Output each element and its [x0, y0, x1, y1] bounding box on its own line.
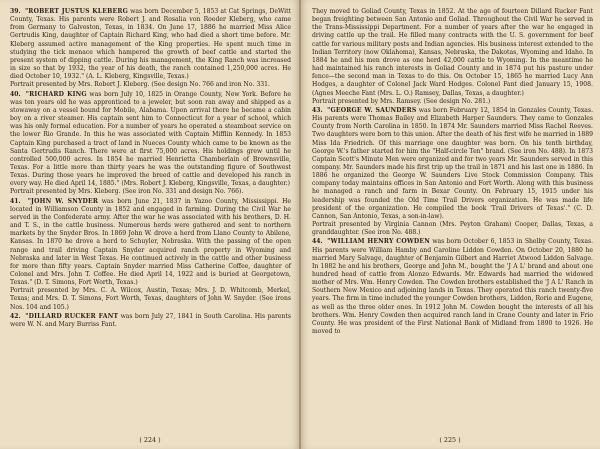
biography-entry: [10, 313, 291, 329]
continuation-text: They moved to Goliad County, Texas in 1852. At the age of fourteen Dillard Rucker Fant began freighting between San Antonio and Goliad. Throughout the Civil War he served in the Trans-Mississippi Department. For a number of years after the war he engaged in driving cattle up the trail. He filled many contracts with the U. S. government for beef cattle for various military posts and Indian agencies. His business interest extended to the Indian Territory (now Oklahoma), Kansas, Nebraska, the Dakotas, Wyoming and Idaho. In 1884 he and his men drove as one herd 42,000 cattle to Wyoming. In the meantime he had maintained his ranch interests in Goliad County and in 1874 put his pasture under fence—the second man in Texas to do this. On October 15, 1865 he married Lucy Ann Hodges, a daughter of Colonel Jack Ward Hodges. Colonel Fant died January 15, 1908. (Agnes Meeche Fant (Mrs. L. O.) Ramsey, Dallas, Texas, a daughter.): [312, 8, 593, 97]
entry-body: was born February 12, 1854 in Gonzales County, Texas. His parents were Thomas Bailey and Elizabeth Harper Saunders. They came to Gonzales County from North Carolina in 1850. In 1874 Mr. Saunders married Miss Rachel Reeves. Two daughters were born to this union. After the death of his first wife he married in 1889 Miss Ida Friedrich. Of this marriage one daughter was born. On his tenth birthday, George W.'s father started for him the "Half-circle Ten" brand. (See iron No. 488). In 1873 Captain Scott's Minute Men were organized and for two years Mr. Saunders served in this company. Mr. Saunders made his first trip up the trail in 1871 and his last one in 1886. In 1886 he organized the George W. Saunders Live Stock Commission Company. This company today maintains offices in San Antonio and Fort Worth. Along with this business he managed a ranch and farm in Bexar County. On February 15, 1915 under his leadership was founded the Old Time Trail Drivers organization. He was made life president of the organization. He compiled the book 'Trail Drivers of Texas'." (C. D. Cannon, San Antonio, Texas, a son-in-law).: [312, 106, 594, 220]
entry-paragraph: [10, 198, 291, 288]
biography-entry: [10, 8, 291, 90]
biography-entry: [10, 91, 291, 197]
entry-number: 39.: [10, 8, 21, 15]
biography-entry: [10, 198, 291, 312]
entry-name: "RICHARD KING: [25, 90, 87, 98]
entry-body: was born June 21, 1837 in Yazoo County, Mississippi. He located in Williamson County in 1852 and engaged in farming. During the Civil War he served in the Confederate army. After the war he was associated with his brothers, D. H. and T. S., in the cattle business. Numerous herds were gathered and sent to northern markets by the Snyder Bros. In 1869 John W. drove a herd from Llano County to Abilene, Kansas. In 1870 he drove a herd to Schuyler, Nebraska. With the passing of the open range and trail driving Captain Snyder acquired ranch property in Wyoming and Nebraska and later in West Texas. He continued actively in the cattle and other business for more than fifty years. Captain Snyder married Miss Catherine Coffee, daughter of Colonel and Mrs. John T. Coffee. He died April 14, 1922 and is buried at Georgetown, Texas." (D. T. Simons, Fort Worth, Texas.): [10, 197, 292, 287]
entry-number: 43.: [312, 106, 323, 114]
portrait-credit: Portrait presented by Mrs. Robert J. Kleberg. (See design No. 766 and iron No. 331.: [10, 81, 270, 89]
biography-entry: [312, 107, 593, 238]
right-page: [300, 0, 600, 449]
entry-paragraph: [10, 313, 291, 329]
right-page-number: ( 225 ): [439, 435, 461, 444]
left-page-number: ( 224 ): [139, 435, 161, 444]
portrait-credit: Portrait presented by Mrs. C. A. Wilcox, Austin, Texas; Mrs. J. D. Whitcomb, Merkel, Texas; and Mrs. D. T. Simons, Fort Worth, Texas, daughters of John W. Snyder. (See irons Nos. 104 and 105.): [10, 287, 291, 311]
continuation-entry: [312, 8, 593, 106]
entry-body: was born July 10, 1825 in Orange County, New York. Before he was ten years old he was apprenticed to a jeweler, but soon ran away and shipped as a stowaway on a vessel bound for Mobile, Alabama. Upon arrival there he became a cabin boy on a river steamer. His captain sent him to Connecticut for a year of school, which was his only formal education. For a number of years he operated a steamboat service on the lower Rio Grande. In this he was associated with Captain Mifflin Kennedy. In 1853 Captain King purchased a tract of land in Nueces County which came to be known as the Santa Gertrudis Ranch. There were at first 75,000 acres. His holdings grew until he controlled 500,000 acres. In 1854 he married Henrietta Chamberlain of Brownsville, Texas. For a little more than thirty years he was the outstanding figure of Southwest Texas. During those years he improved the breed of cattle and developed his ranch in every way. He died April 14, 1885." (Mrs. Robert J. Kleberg, Kingsville, Texas, a daughter.): [10, 90, 292, 188]
entry-name: "ROBERT JUSTUS KLEBERG: [24, 8, 128, 15]
biography-entry: [312, 238, 593, 336]
entry-number: 42.: [10, 312, 21, 320]
entry-name: "DILLARD RUCKER FANT: [25, 312, 119, 320]
entry-number: 44.: [312, 238, 323, 246]
entry-paragraph: [312, 238, 593, 336]
continuation-portrait: Portrait presented by Mrs. Ramsey. (See design No. 281.): [312, 97, 491, 105]
entry-number: 40.: [10, 90, 21, 98]
right-entries: [312, 107, 593, 336]
portrait-credit: Portrait presented by Virginia Cannon (Mrs. Peyton Graham) Cooper, Dallas, Texas, a granddaughter. (See iron No. 488.): [312, 221, 593, 237]
entry-name: "WILLIAM HENRY COWDEN: [327, 238, 430, 246]
entry-paragraph: [312, 107, 593, 221]
entry-paragraph: [10, 8, 291, 81]
entry-name: "GEORGE W. SAUNDERS: [327, 106, 417, 114]
entry-number: 41.: [10, 197, 21, 205]
entry-name: "JOHN W. SNYDER: [27, 197, 99, 205]
entry-body: was born July 27, 1841 in South Carolina. His parents were W. N. and Mary Burriss Fant.: [10, 312, 292, 328]
entry-body: was born December 5, 1853 at Cat Springs, DeWitt County, Texas. His parents were Robert J. and Rosalia von Roeder Kleberg, who came from Germany to Galveston, Texas, in 1834. On June 17, 1886 he married Miss Alice Gertrudis King, daughter of Captain Richard King, who had died a short time before. Mr. Kleberg assumed active management of the King properties. He spent much time in studying the tick menace which hampered the growth of beef cattle and started the present system of dipping cattle. During his management, the King Ranch was increased in size so that by 1932, the year of his death, the ranch contained 1,250,000 acres. He died October 10, 1932." (A. L. Kleberg, Kingsville, Texas.): [10, 8, 292, 81]
left-entries: [10, 8, 291, 329]
entry-paragraph: [10, 91, 291, 189]
portrait-credit: Portrait presented by Mrs. Kleberg. (See iron No. 331 and design No. 766).: [10, 188, 244, 196]
book-gutter: [299, 0, 301, 449]
entry-body: was born October 6, 1853 in Shelby County, Texas. His parents were William Hamby and Caroline Liddon Cowden. On October 20, 1880 he married Mary Salvage, daughter of Benjamin Gilbert and Harriet Atwood Liddon Salvage. In 1882 he and his brothers, George and John M., bought the 'J A L' brand and about one hundred head of cattle from Alonzo Edwards. Mr. Edwards had married the widowed mother of Mrs. Wm. Henry Cowden. The Cowden brothers established the 'J A L' Ranch in Southern New Mexico and adjoining lands in Texas. They operated this ranch twenty-five years. The firm in time included the younger Cowden brothers, Liddon, Rorie and Eugene, as well as the three older ones. In 1912 John M. Cowden bought the interests of all his brothers. Wm. Henry Cowden then acquired ranch land in Crane County and later in Frio County. He was president of the First National Bank of Midland from 1890 to 1926. He moved to: [312, 238, 594, 336]
